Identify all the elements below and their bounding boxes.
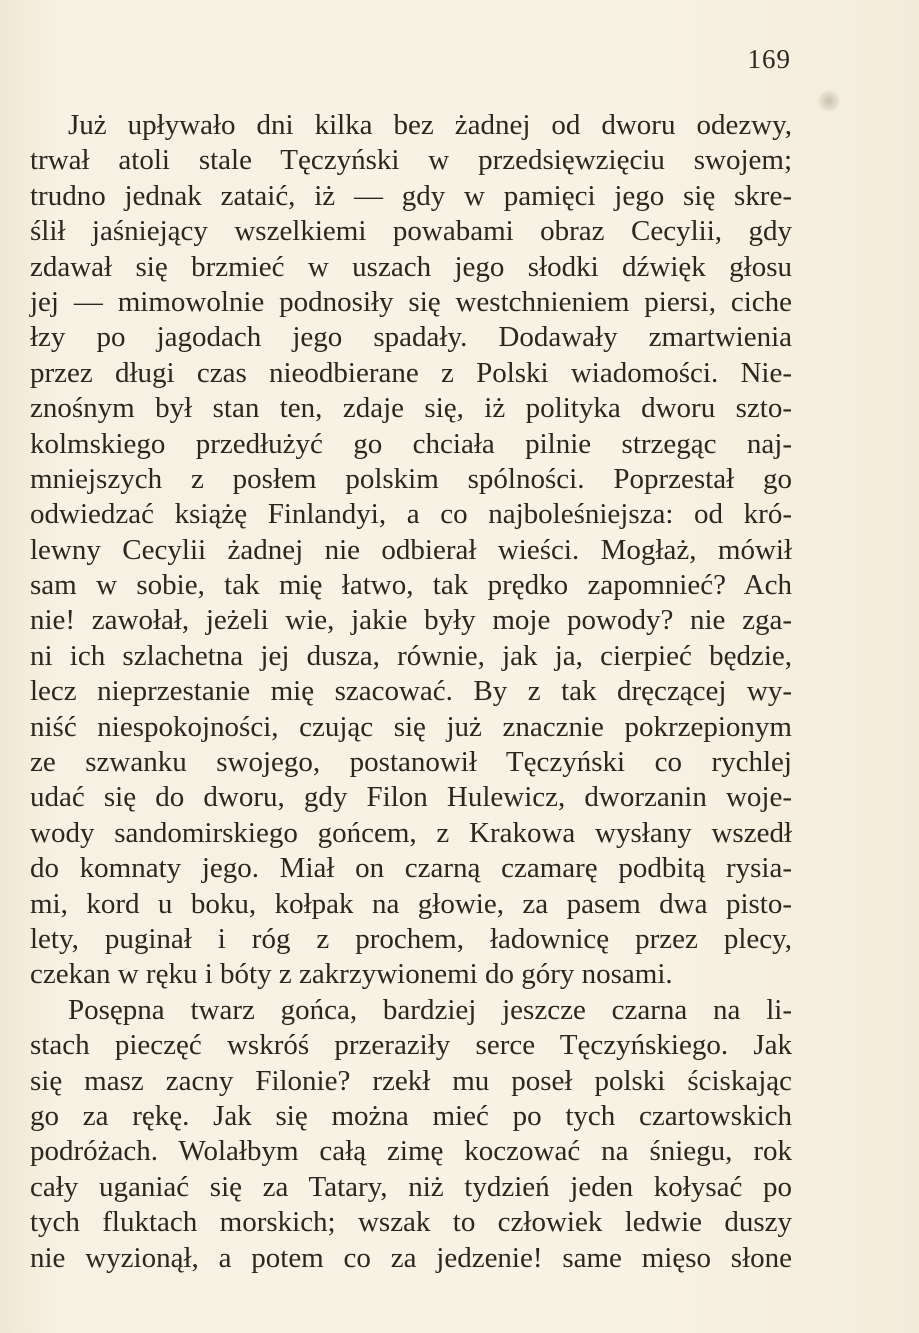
text-line: łzy po jagodach jego spadały. Dodawały zmartwienia: [30, 321, 792, 354]
text-line: udać się do dworu, gdy Filon Hulewicz, dworzanin woje-: [30, 781, 792, 814]
text-line: jej — mimowolnie podnosiły się westchnieniem piersi, ciche: [30, 285, 792, 318]
text-line: czekan w ręku i bóty z zakrzywionemi do góry nosami.: [30, 958, 673, 991]
text-line: trudno jednak zataić, iż — gdy w pamięci jego się skre-: [30, 179, 792, 212]
text-line: Posępna twarz gońca, bardziej jeszcze czarna na li-: [68, 993, 792, 1026]
text-line: znośnym był stan ten, zdaje się, iż polityka dworu szto-: [30, 392, 792, 425]
text-line: podróżach. Wolałbym całą zimę koczować na śniegu, rok: [30, 1135, 792, 1168]
page-number: 169: [747, 44, 791, 74]
text-line: lecz nieprzestanie mię szacować. By z tak dręczącej wy-: [30, 675, 792, 708]
text-line: cały uganiać się za Tatary, niż tydzień jeden kołysać po: [30, 1170, 792, 1203]
text-line: tych fluktach morskich; wszak to człowiek ledwie duszy: [30, 1206, 792, 1239]
text-line: go za rękę. Jak się można mieć po tych czartowskich: [30, 1099, 792, 1132]
text-line: nie wyzionął, a potem co za jedzenie! same mięso słone: [30, 1241, 792, 1274]
text-line: odwiedzać książę Finlandyi, a co najboleśniejsza: od kró-: [30, 498, 792, 531]
text-line: do komnaty jego. Miał on czarną czamarę podbitą rysia-: [30, 852, 792, 885]
text-line: zdawał się brzmieć w uszach jego słodki dźwięk głosu: [30, 250, 792, 283]
text-line: trwał atoli stale Tęczyński w przedsięwzięciu swojem;: [30, 144, 792, 177]
paragraph-1: [30, 108, 792, 993]
text-line: mi, kord u boku, kołpak na głowie, za pasem dwa pisto-: [30, 887, 792, 920]
text-line: nie! zawołał, jeżeli wie, jakie były moje powody? nie zga-: [30, 604, 792, 637]
text-line: kolmskiego przedłużyć go chciała pilnie strzegąc naj-: [30, 427, 792, 460]
text-line: ze szwanku swojego, postanowił Tęczyński co rychlej: [30, 746, 792, 779]
text-line: się masz zacny Filonie? rzekł mu poseł polski ściskając: [30, 1064, 792, 1097]
text-line: sam w sobie, tak mię łatwo, tak prędko zapomnieć? Ach: [30, 569, 792, 602]
text-line: lewny Cecylii żadnej nie odbierał wieści. Mogłaż, mówił: [30, 533, 792, 566]
body-text: [30, 108, 792, 1276]
paper-spot: [818, 90, 840, 112]
text-line: ślił jaśniejący wszelkiemi powabami obraz Cecylii, gdy: [30, 215, 792, 248]
text-line: mniejszych z posłem polskim spólności. Poprzestał go: [30, 462, 792, 495]
text-line: niść niespokojności, czując się już znacznie pokrzepionym: [30, 710, 792, 743]
text-line: lety, puginał i róg z prochem, ładownicę przez plecy,: [30, 922, 792, 955]
text-line: stach pieczęć wskróś przeraziły serce Tęczyńskiego. Jak: [30, 1029, 792, 1062]
text-line: przez długi czas nieodbierane z Polski wiadomości. Nie-: [30, 356, 792, 389]
text-line: ni ich szlachetna jej dusza, równie, jak ja, cierpieć będzie,: [30, 639, 792, 672]
text-line: Już upływało dni kilka bez żadnej od dworu odezwy,: [68, 109, 792, 141]
paragraph-2: [30, 993, 792, 1276]
text-line: wody sandomirskiego gońcem, z Krakowa wysłany wszedł: [30, 816, 792, 849]
